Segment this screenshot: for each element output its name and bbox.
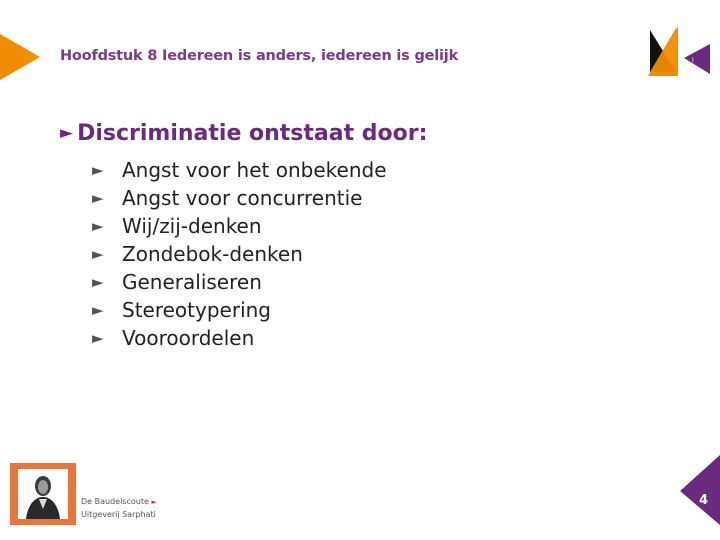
page-badge-triangle — [680, 455, 720, 525]
chapter-title: Hoofdstuk 8 Iedereen is anders, iedereen is gelijk — [60, 48, 459, 64]
list-item-text: Stereotypering — [122, 298, 271, 322]
list-item — [92, 156, 387, 184]
list-item-text: Vooroordelen — [122, 326, 255, 350]
bullet-arrow-icon: ► — [92, 189, 104, 207]
page-number: 4 — [699, 493, 709, 508]
list-item — [92, 212, 387, 240]
publisher-name — [81, 497, 157, 506]
chapter-logo-icon — [648, 26, 712, 76]
list-item-text: Angst voor concurrentie — [122, 186, 363, 210]
list-item — [92, 296, 387, 324]
list-item — [92, 268, 387, 296]
bullet-arrow-icon: ► — [92, 273, 104, 291]
publisher-logo — [10, 463, 170, 529]
publisher-arrow-icon: ► — [151, 498, 157, 506]
list-item-text: Zondebok-denken — [122, 242, 303, 266]
bullet-arrow-icon: ► — [92, 161, 104, 179]
logo-letter-l: L — [664, 39, 668, 46]
logo-purple-triangle — [684, 44, 710, 74]
list-item — [92, 324, 387, 352]
bullet-arrow-icon: ► — [92, 245, 104, 263]
heading-arrow-icon: ► — [60, 123, 74, 143]
list-item-text: Wij/zij-denken — [122, 214, 262, 238]
list-item-text: Generaliseren — [122, 270, 262, 294]
orange-corner-triangle — [0, 34, 40, 80]
page-badge — [680, 455, 720, 525]
logo-letter-i: I — [692, 57, 694, 64]
portrait-frame — [10, 463, 76, 525]
bullet-arrow-icon: ► — [92, 217, 104, 235]
bullet-arrow-icon: ► — [92, 301, 104, 319]
portrait-image — [18, 469, 68, 519]
list-item — [92, 240, 387, 268]
list-item-text: Angst voor het onbekende — [122, 158, 387, 182]
bullet-list — [92, 156, 387, 352]
heading-text: Discriminatie ontstaat door: — [77, 121, 428, 146]
publisher-subname: Uitgeverij Sarphati — [81, 510, 156, 519]
list-item — [92, 184, 387, 212]
bullet-arrow-icon: ► — [92, 329, 104, 347]
slide-heading — [60, 121, 427, 146]
publisher-name-text: De Baudelscoute — [81, 497, 149, 506]
portrait-icon — [18, 469, 68, 519]
